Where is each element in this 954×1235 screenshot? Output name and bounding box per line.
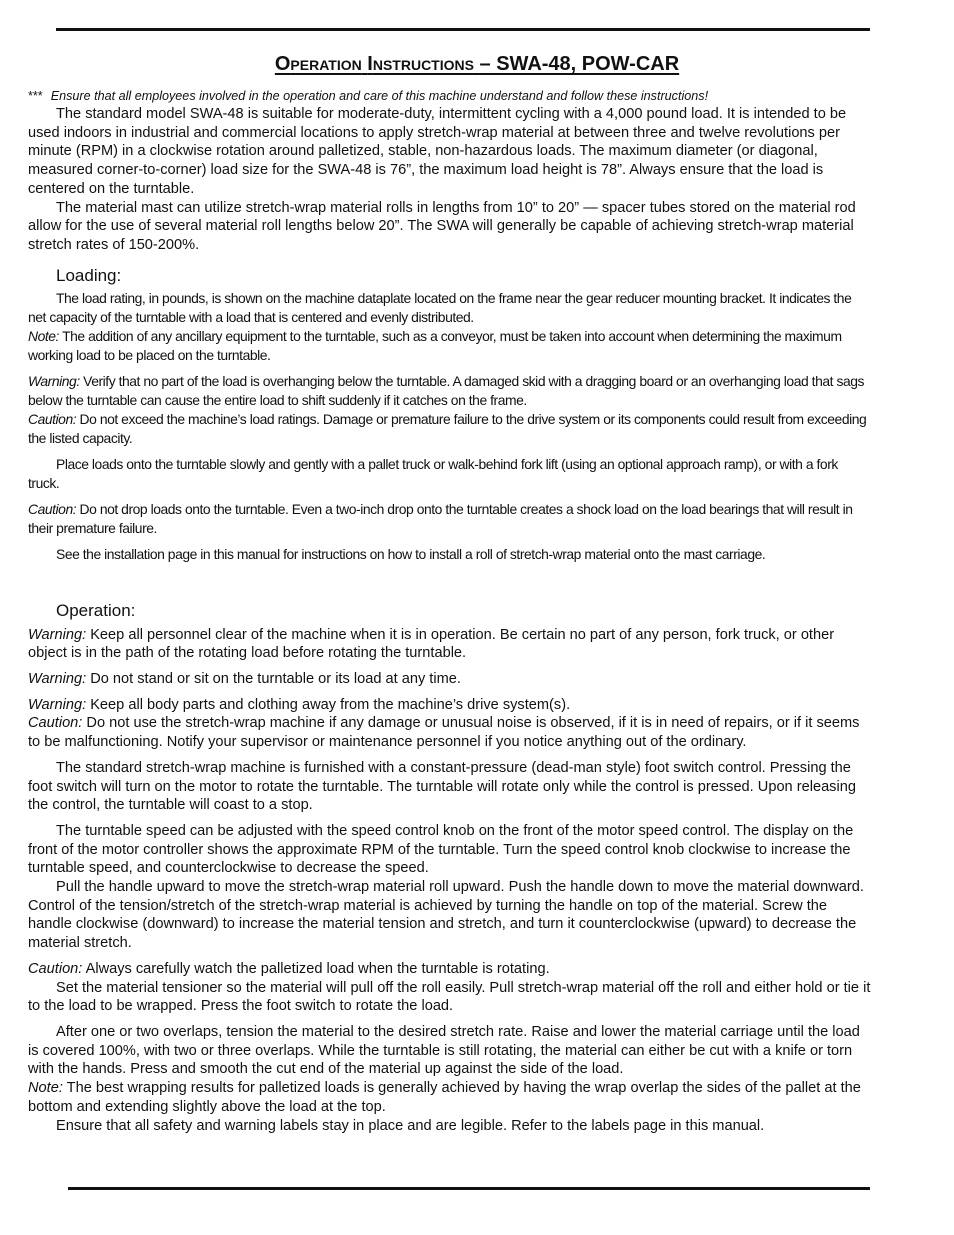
note-label: Note: (28, 327, 59, 344)
caution-text: Do not drop loads onto the turntable. Even a two-inch drop onto the turntable creates a shock load on the load bearings that will result in their premature failure. (28, 500, 853, 536)
operation-note (28, 1079, 872, 1116)
operation-paragraph-5: After one or two overlaps, tension the material to the desired stretch rate. Raise and lower the material carriage until the load is covered 100%, with two or three overlaps. While the turntable is still rotating, the material can either be cut with a knife or torn with the hands. Press and smooth the cut end of the material up against the side of the load. (28, 1023, 860, 1078)
operation-paragraph-3: Pull the handle upward to move the stretch-wrap material roll upward. Push the handle down to move the material downward. Control of the tension/stretch of the stretch-wrap material is achieved by turning the handle on top of the material. Screw the handle clockwise (downward) to increase the material tension and stretch, and turn it counterclockwise (upward) to decrease the material stretch. (28, 879, 864, 952)
operation-paragraph-2: The turntable speed can be adjusted with the speed control knob on the front of the motor speed control. The display on the front of the motor controller shows the approximate RPM of the turntable. Turn the speed control knob clockwise to increase the turntable speed, and counterclockwise to decrease the speed. (28, 822, 854, 877)
note-text: The addition of any ancillary equipment to the turntable, such as a conveyor, must be taken into account when determining the maximum working load to be placed on the turntable. (28, 327, 842, 363)
warning-text: Keep all personnel clear of the machine when it is in operation. Be certain no part of any person, fork truck, or other object is in the path of the rotating load before rotating the turntable. (28, 626, 835, 662)
operation-paragraph-6: Ensure that all safety and warning labels stay in place and are legible. Refer to the labels page in this manual. (56, 1117, 765, 1134)
document-body (28, 88, 872, 1135)
top-rule (56, 28, 870, 31)
warning-label: Warning: (28, 626, 87, 643)
loading-paragraph-2: Place loads onto the turntable slowly and gently with a pallet truck or walk-behind fork lift (using an optional approach ramp), or with a fork truck. (28, 455, 838, 491)
intro-paragraph-2: The material mast can utilize stretch-wrap material rolls in lengths from 10” to 20” — spacer tubes stored on the material rod allow for the use of several material roll lengths below 20”. The SWA will generally be capable of achieving stretch-wrap material stretch rates of 150-200%. (28, 199, 856, 253)
operation-caution-2 (28, 960, 872, 979)
loading-heading: Loading: (56, 265, 122, 285)
caution-text: Do not use the stretch-wrap machine if any damage or unusual noise is observed, if it is in need of repairs, or if it seems to be malfunctioning. Notify your supervisor or maintenance personnel if you notice anything out of the ordinary. (28, 715, 860, 751)
operation-heading: Operation: (56, 600, 136, 620)
operation-warning-2 (28, 670, 872, 689)
intro-paragraph-1: The standard model SWA-48 is suitable for moderate-duty, intermittent cycling with a 4,000 pound load. It is intended to be used indoors in industrial and commercial locations to apply stretch-wrap material at between three and twelve revolutions per minute (RPM) in a clockwise rotation around palletized, stable, non-hazardous loads. The maximum diameter (or diagonal, measured corner-to-corner) load size for the SWA-48 is 76”, the maximum load height is 78”. Always ensure that the load is centered on the turntable. (28, 106, 847, 197)
caution-label: Caution: (28, 960, 83, 977)
note-text: The best wrapping results for palletized loads is generally achieved by having the wrap overlap the sides of the pallet at the bottom and extending slightly above the load at the top. (28, 1080, 861, 1115)
notice-stars: *** (28, 89, 43, 103)
operation-warning-1 (28, 626, 872, 663)
operation-paragraph-4: Set the material tensioner so the material will pull off the roll easily. Pull stretch-wrap material off the roll and either hold or tie it to the load to be wrapped. Press the foot switch to rotate the load. (28, 979, 871, 1015)
warning-text: Keep all body parts and clothing away from the machine’s drive system(s). (86, 696, 571, 713)
page-title-small-caps: OPERATION INSTRUCTIONS (274, 53, 474, 75)
operation-caution-1 (28, 714, 872, 751)
caution-text: Do not exceed the machine’s load ratings. Damage or premature failure to the drive system or its components could result from exceeding the listed capacity. (28, 410, 867, 446)
safety-notice (28, 88, 872, 105)
warning-label: Warning: (28, 372, 80, 389)
operation-warning-3 (28, 696, 872, 715)
caution-label: Caution: (28, 500, 77, 517)
page-title (0, 53, 954, 76)
warning-text: Do not stand or sit on the turntable or its load at any time. (86, 671, 461, 688)
warning-text: Verify that no part of the load is overhanging below the turntable. A damaged skid with a dragging board or an overhanging load that sags below the turntable can cause the entire load to shift suddenly if it catches on the frame. (28, 372, 864, 408)
caution-text: Always carefully watch the palletized load when the turntable is rotating. (82, 960, 550, 977)
page-title-model: – SWA-48, POW-CAR (479, 53, 680, 75)
loading-paragraph-1: The load rating, in pounds, is shown on the machine dataplate located on the frame near the gear reducer mounting bracket. It indicates the net capacity of the turntable with a load that is centered and evenly distributed. (28, 289, 852, 325)
bottom-rule (68, 1187, 870, 1190)
notice-text: Ensure that all employees involved in the operation and care of this machine understand and follow these instructions! (50, 89, 709, 103)
note-label: Note: (28, 1080, 63, 1097)
loading-paragraph-3: See the installation page in this manual for instructions on how to install a roll of stretch-wrap material onto the mast carriage. (56, 545, 766, 562)
caution-label: Caution: (28, 410, 77, 427)
loading-caution-2 (28, 500, 872, 538)
loading-warning (28, 372, 872, 410)
caution-label: Caution: (28, 715, 83, 732)
warning-label: Warning: (28, 671, 87, 688)
loading-note (28, 327, 872, 365)
warning-label: Warning: (28, 696, 87, 713)
operation-paragraph-1: The standard stretch-wrap machine is furnished with a constant-pressure (dead-man style) foot switch control. Pressing the foot switch will turn on the motor to rotate the turntable. The turntable will rotate only while the control is pressed. Upon releasing the control, the turntable will coast to a stop. (28, 759, 856, 814)
loading-caution-1 (28, 410, 872, 448)
